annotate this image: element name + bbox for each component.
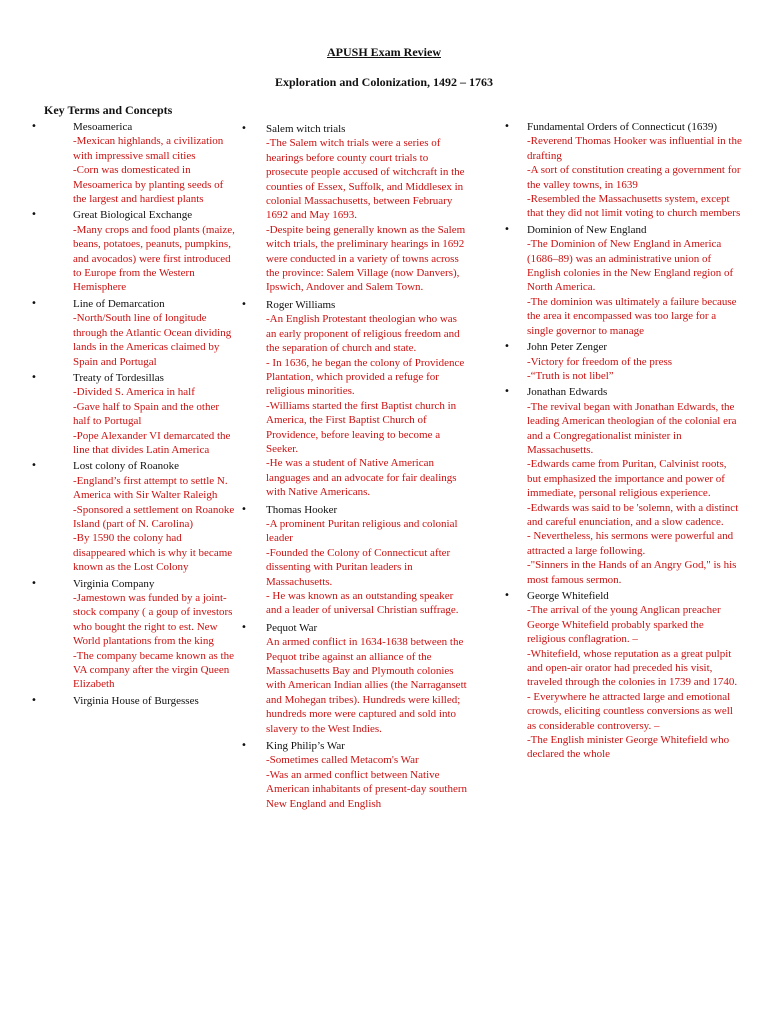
term-item [30, 694, 235, 708]
term-label: • Dominion of New England [527, 223, 647, 236]
term-label: • King Philip’s War [266, 740, 345, 753]
term-note: -Edwards came from Puritan, Calvinist roots, but emphasized the importance and power of immediate, personal religious experience. [527, 458, 727, 500]
term-label: • Fundamental Orders of Connecticut (1639) [527, 121, 718, 133]
term-item [503, 223, 743, 338]
term-note: - Nevertheless, his sermons were powerful and attracted a large following. [527, 530, 734, 557]
term-item [503, 340, 743, 383]
term-item [240, 739, 468, 811]
term-note: -Sometimes called Metacom's War [266, 754, 419, 767]
term-label: • Virginia Company [73, 577, 155, 590]
term-note: -Whitefield, whose reputation as a great pulpit and open-air orator had preceded his visit, traveled through the colonies in 1739 and 1740. [527, 647, 738, 689]
term-item [503, 385, 743, 587]
term-label: • Great Biological Exchange [73, 209, 193, 222]
term-label: • Roger Williams [266, 298, 336, 311]
term-item [240, 298, 468, 500]
term-label: • Pequot War [266, 621, 318, 634]
term-note: -Founded the Colony of Connecticut after dissenting with Puritan leaders in Massachusetts. [266, 546, 451, 588]
term-note: -The Dominion of New England in America (1686–89) was an administrative union of English colonies in the New England region of North America. [527, 238, 734, 294]
term-label: • Line of Demarcation [73, 297, 165, 310]
term-item [240, 503, 468, 618]
term-note: -North/South line of longitude through the Atlantic Ocean dividing lands in the Americas claimed by Spain and Portugal [73, 312, 232, 368]
term-item [503, 120, 743, 221]
term-note: -Williams started the first Baptist church in America, the First Baptist Church of Providence, before leaving to become a Seeker. [266, 399, 457, 455]
term-label: • Salem witch trials [266, 123, 346, 135]
term-note: -The company became known as the VA company after the virgin Queen Elizabeth [73, 649, 234, 691]
term-note: -"Sinners in the Hands of an Angry God," is his most famous sermon. [527, 559, 737, 586]
term-note: -Despite being generally known as the Salem witch trials, the preliminary hearings in 1692 were conducted in a variety of towns across the province: Salem Village (now Danvers), Ipswich, Andover and Salem Town. [266, 223, 466, 294]
term-label: • George Whitefield [527, 590, 609, 602]
term-note: -An English Protestant theologian who was an early proponent of religious freedom and the separation of church and state. [266, 313, 460, 355]
term-note: -Was an armed conflict between Native American inhabitants of present-day southern New England and English [266, 768, 467, 810]
page-subtitle: Exploration and Colonization, 1492 – 1763 [274, 75, 494, 89]
section-heading: Key Terms and Concepts [44, 103, 173, 117]
term-note: - Everywhere he attracted large and emotional crowds, eliciting countless conversions as well as considerable controversy. – [527, 690, 733, 732]
term-note: -Resembled the Massachusetts system, except that they did not limit voting to church members [527, 193, 741, 220]
term-note: -The revival began with Jonathan Edwards, the leading American theologian of the colonial era and a Congregationalist minister in Massachusetts. [527, 400, 737, 456]
term-label: • Virginia House of Burgesses [73, 694, 199, 707]
term-label: • Lost colony of Roanoke [73, 460, 180, 473]
term-note: -Edwards was said to be 'solemn, with a distinct and careful enunciation, and a slow cadence. [527, 501, 739, 528]
term-note: -He was a student of Native American languages and an advocate for fair dealings with Native Americans. [266, 457, 457, 499]
term-item [30, 208, 235, 294]
term-note: -The dominion was ultimately a failure because the area it encompassed was too large for a single governor to manage [527, 295, 737, 337]
term-note: -England’s first attempt to settle N. America with Sir Walter Raleigh [73, 474, 228, 502]
term-note: -Jamestown was funded by a joint-stock company ( a goup of investors who bought the right to est. New World plantations from the king [73, 592, 233, 648]
term-note: -Mexican highlands, a civilization with impressive small cities [73, 135, 224, 162]
term-note: -Divided S. America in half [73, 386, 195, 399]
term-note: -Sponsored a settlement on Roanoke Island (part of N. Carolina) [73, 503, 235, 530]
terms-column-3 [503, 120, 743, 764]
term-note: -The arrival of the young Anglican preacher George Whitefield probably sparked the religious conflagration. – [527, 604, 721, 646]
term-item [30, 577, 235, 692]
term-item [30, 371, 235, 457]
term-item [503, 589, 743, 762]
term-note: - In 1636, he began the colony of Providence Plantation, which provided a refuge for religious minorities. [266, 356, 465, 398]
terms-column-1 [30, 120, 235, 710]
term-note: -A sort of constitution creating a government for the valley towns, in 1639 [527, 164, 741, 191]
terms-column-2 [240, 122, 468, 814]
term-label: • Treaty of Tordesillas [73, 371, 164, 384]
term-note: An armed conflict in 1634-1638 between the Pequot tribe against an alliance of the Massachusetts Bay and Plymouth colonies with American Indian allies (the Narragansett and Mohegan tribes). Hundreds were killed; hundreds more were captured and sold into slavery to the West Indies. [266, 636, 467, 735]
term-note: -A prominent Puritan religious and colonial leader [266, 517, 458, 545]
term-note: -“Truth is not libel” [527, 369, 614, 382]
term-item [240, 122, 468, 295]
term-item [240, 621, 468, 736]
term-item [30, 120, 235, 206]
term-note: -Victory for freedom of the press [527, 355, 673, 368]
term-note: -By 1590 the colony had disappeared which is why it became known as the Lost Colony [73, 532, 233, 574]
page-title: APUSH Exam Review [327, 45, 441, 59]
term-note: -Corn was domesticated in Mesoamerica by planting seeds of the largest and hardiest plants [73, 164, 224, 206]
term-label: • Mesoamerica [73, 121, 133, 133]
term-note: -Many crops and food plants (maize, beans, potatoes, peanuts, pumpkins, and avocados) were first introduced to Europe from the Western Hemisphere [73, 223, 235, 294]
term-note: -The Salem witch trials were a series of hearings before county court trials to prosecute people accused of witchcraft in the counties of Essex, Suffolk, and Middlesex in colonial Massachusetts, between February 1692 and May 1693. [266, 137, 465, 222]
term-note: - He was known as an outstanding speaker and a leader of universal Christian suffrage. [266, 590, 459, 617]
term-note: -The English minister George Whitefield who declared the whole [527, 734, 730, 761]
term-item [30, 297, 235, 369]
term-note: -Pope Alexander VI demarcated the line that divides Latin America [73, 429, 231, 456]
term-label: • Jonathan Edwards [527, 386, 608, 399]
term-note: -Gave half to Spain and the other half to Portugal [73, 400, 220, 428]
term-label: • Thomas Hooker [266, 503, 338, 516]
term-item [30, 459, 235, 574]
term-note: -Reverend Thomas Hooker was influential in the drafting [527, 135, 742, 162]
term-label: • John Peter Zenger [527, 341, 608, 354]
